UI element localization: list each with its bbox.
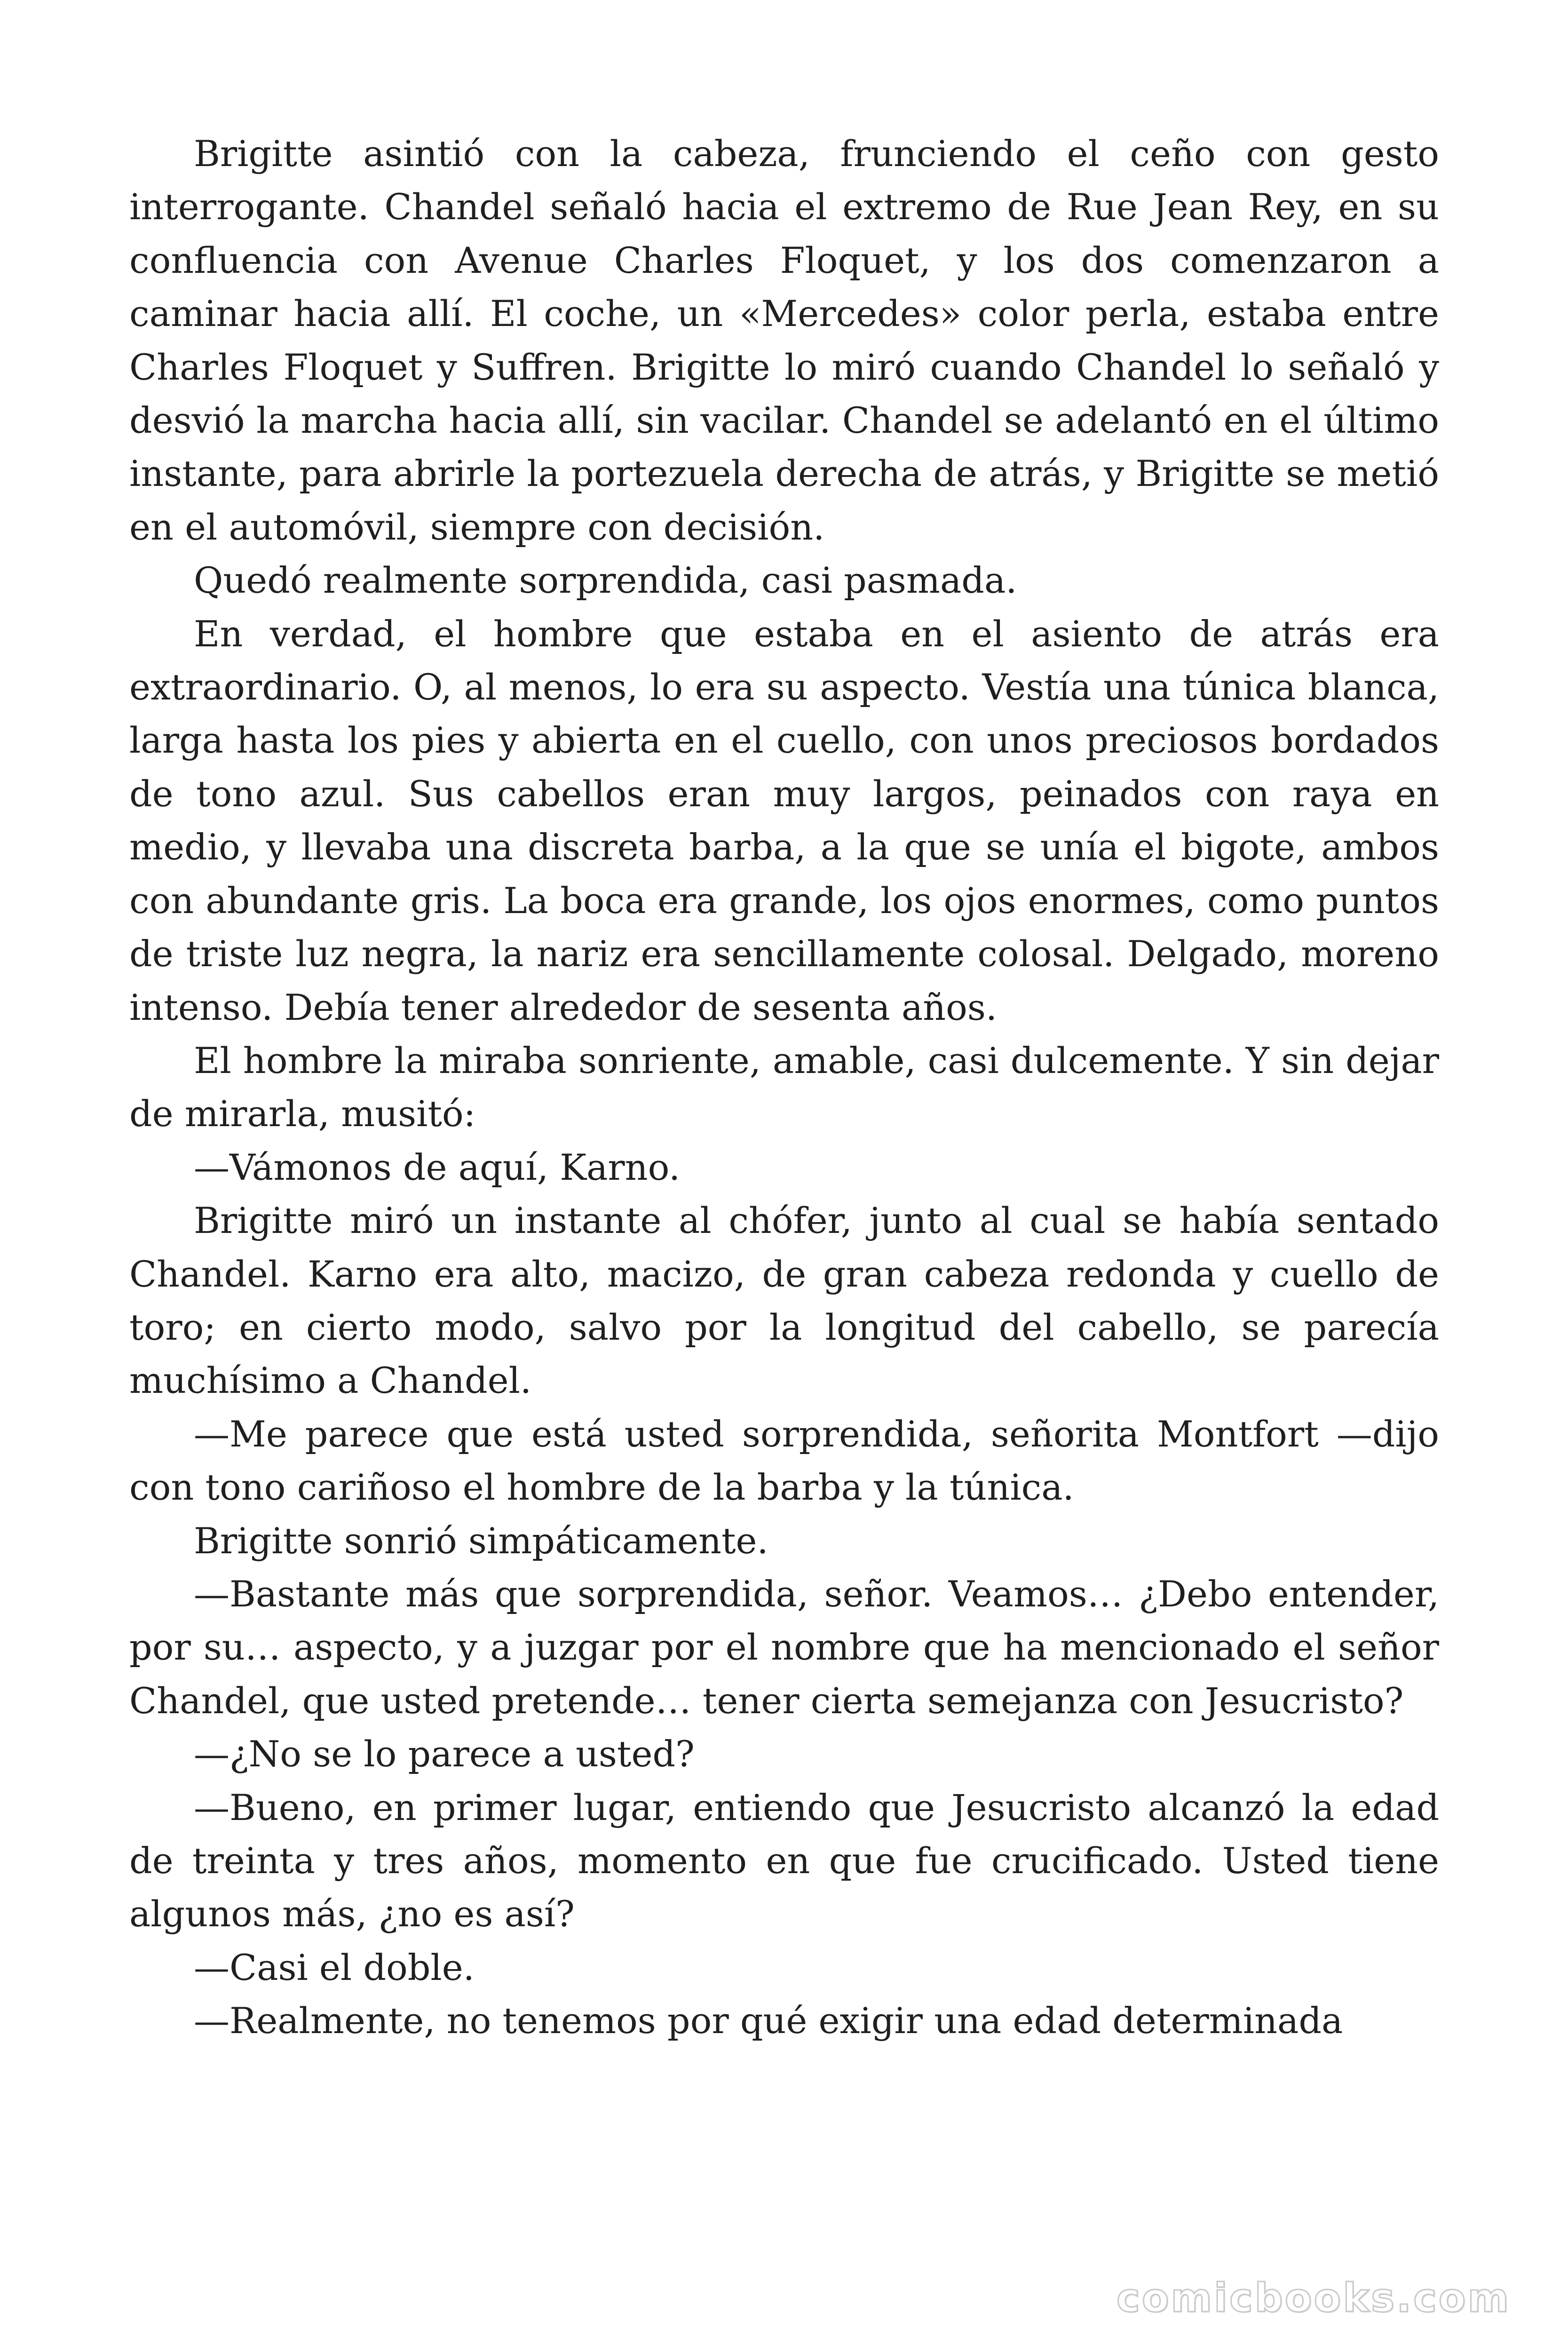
paragraph: Quedó realmente sorprendida, casi pasmada.	[194, 559, 1017, 602]
paragraph: En verdad, el hombre que estaba en el asiento de atrás era extraordinario. O, al menos, lo era su aspecto. Vestía una túnica blanca, larga hasta los pies y abierta en el cuello, con unos preciosos bordados de tono azul. Sus cabellos eran muy largos, peinados con raya en medio, y llevaba una discreta barba, a la que se unía el bigote, ambos con abundante gris. La boca era grande, los ojos enormes, como puntos de triste luz negra, la nariz era sencillamente colosal. Delgado, moreno intenso. Debía tener alrededor de sesenta años.	[129, 612, 1439, 1028]
paragraph: Brigitte asintió con la cabeza, frunciendo el ceño con gesto interrogante. Chandel señaló hacia el extremo de Rue Jean Rey, en su confluencia con Avenue Charles Floquet, y los dos comenzaron a caminar hacia allí. El coche, un «Mercedes» color perla, estaba entre Charles Floquet y Suffren. Brigitte lo miró cuando Chandel lo señaló y desvió la marcha hacia allí, sin vacilar. Chandel se adelantó en el último instante, para abrirle la portezuela derecha de atrás, y Brigitte se metió en el automóvil, siempre con decisión.	[129, 133, 1439, 548]
paragraph: —Me parece que está usted sorprendida, señorita Montfort —dijo con tono cariñoso el hombre de la barba y la túnica.	[129, 1413, 1439, 1509]
paragraph: —Vámonos de aquí, Karno.	[194, 1146, 681, 1188]
paragraph: Brigitte miró un instante al chófer, junto al cual se había sentado Chandel. Karno era alto, macizo, de gran cabeza redonda y cuello de toro; en cierto modo, salvo por la longitud del cabello, se parecía muchísimo a Chandel.	[129, 1200, 1439, 1402]
paragraph: —¿No se lo parece a usted?	[194, 1733, 695, 1775]
watermark: comicbooks.com	[1117, 2275, 1511, 2321]
paragraph: El hombre la miraba sonriente, amable, casi dulcemente. Y sin dejar de mirarla, musitó:	[129, 1039, 1439, 1135]
paragraph: —Casi el doble.	[194, 1946, 475, 1988]
paragraph: —Bastante más que sorprendida, señor. Veamos… ¿Debo entender, por su… aspecto, y a juzgar por el nombre que ha mencionado el señor Chandel, que usted pretende… tener cierta semejanza con Jesucristo?	[129, 1573, 1439, 1722]
paragraph: —Bueno, en primer lugar, entiendo que Jesucristo alcanzó la edad de treinta y tres años, momento en que fue crucificado. Usted tiene algunos más, ¿no es así?	[129, 1786, 1439, 1935]
paragraph: Brigitte sonrió simpáticamente.	[194, 1519, 768, 1562]
paragraph: —Realmente, no tenemos por qué exigir una edad determinada	[194, 2000, 1343, 2042]
body-text	[129, 127, 1439, 2048]
